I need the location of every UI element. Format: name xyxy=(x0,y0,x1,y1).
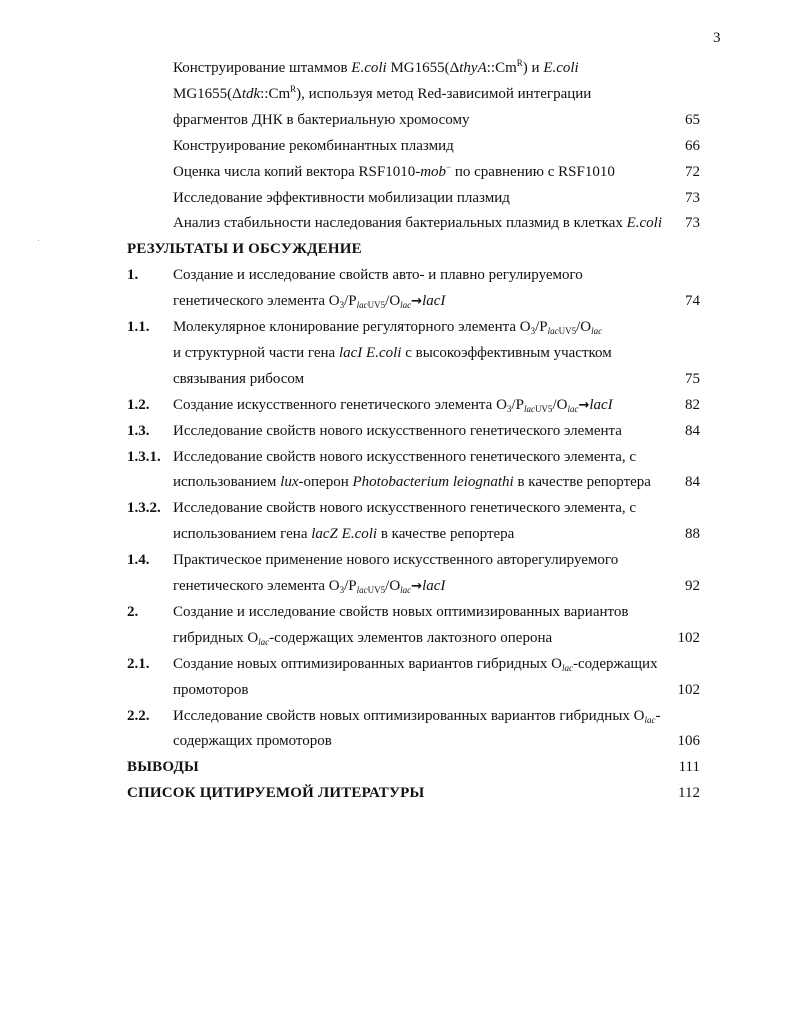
text-run: связывания рибосом xyxy=(173,370,305,387)
text-run: lacI xyxy=(422,578,446,594)
toc-entry-number: 1.3.1. xyxy=(127,448,161,465)
text-run: UV5 xyxy=(367,300,386,311)
toc-entry-number: 2.2. xyxy=(127,707,150,724)
toc-page-number: 111 xyxy=(678,759,700,776)
toc-page-number: 82 xyxy=(685,396,700,413)
toc-entry-title-line xyxy=(173,188,510,208)
text-run: − xyxy=(446,161,452,172)
toc-entry-title-line xyxy=(173,162,615,182)
toc-page-number: 65 xyxy=(685,111,700,128)
toc-entry-number: 1.2. xyxy=(127,396,150,413)
toc-entry-title-line xyxy=(173,317,602,337)
toc-entry-title-line xyxy=(173,213,662,233)
text-run: /P xyxy=(344,578,357,594)
text-run: ) и xyxy=(522,60,544,76)
text-run: → xyxy=(578,397,590,413)
text-run: R xyxy=(290,83,297,94)
text-run: UV5 xyxy=(558,326,577,336)
toc-page-number: 112 xyxy=(678,785,700,802)
text-run: фрагментов ДНК в бактериальную хромосому xyxy=(173,111,470,128)
toc-entry-title-line xyxy=(173,654,658,674)
toc-entry-number: 2. xyxy=(127,603,139,620)
text-run: Исследование свойств новых оптимизированных вариантов гибридных O xyxy=(173,707,645,724)
text-run: 3 xyxy=(339,300,345,311)
text-run: /O xyxy=(576,319,592,335)
text-run: генетического элемента O xyxy=(173,578,340,594)
toc-entry-title-line xyxy=(173,369,304,389)
toc-page-number: 75 xyxy=(685,370,700,387)
toc-entry-title-line xyxy=(173,472,651,492)
text-run: /P xyxy=(535,319,548,335)
toc-section-heading: РЕЗУЛЬТАТЫ И ОБСУЖДЕНИЕ xyxy=(127,241,362,258)
text-run: 3 xyxy=(530,326,536,336)
text-run: 3 xyxy=(339,585,345,595)
toc-page-number: 84 xyxy=(685,422,700,439)
text-run: ::Cm xyxy=(486,60,517,76)
text-run: → xyxy=(411,579,423,594)
text-run: E.coli xyxy=(543,60,579,76)
text-run: lac xyxy=(644,714,656,725)
text-run: lacI xyxy=(589,396,613,413)
toc-entry-title-line xyxy=(173,84,591,104)
text-run: lac xyxy=(356,300,368,311)
text-run: Исследование свойств нового искусственного генетического элемента, с xyxy=(173,500,637,517)
toc-entry-title-line xyxy=(173,136,454,156)
text-run: /P xyxy=(511,396,524,413)
toc-entry-title-line xyxy=(173,602,628,622)
toc-entry-number: 1.3.2. xyxy=(127,500,161,517)
text-run: MG1655(Δ xyxy=(386,60,460,76)
text-run: использованием xyxy=(173,474,281,491)
text-run: 3 xyxy=(506,403,512,414)
toc-entry-title-line xyxy=(173,58,579,78)
text-run: → xyxy=(411,294,423,310)
text-run: thyA xyxy=(459,60,487,76)
text-run: и структурной части гена xyxy=(173,344,339,361)
text-run: /P xyxy=(344,293,357,310)
text-run: UV5 xyxy=(534,403,553,414)
page-number: 3 xyxy=(713,30,721,46)
toc-section-heading: СПИСОК ЦИТИРУЕМОЙ ЛИТЕРАТУРЫ xyxy=(127,785,425,802)
text-run: tdk xyxy=(241,85,261,102)
text-run: Конструирование штаммов xyxy=(173,60,352,76)
toc-page-number: 88 xyxy=(685,526,700,543)
toc-page-number: 102 xyxy=(677,681,700,698)
toc-entry-title-line xyxy=(173,524,514,544)
text-run: lac xyxy=(561,662,573,673)
text-run: - xyxy=(655,707,661,724)
text-run: /O xyxy=(552,396,568,413)
toc-page-number: 74 xyxy=(685,293,700,310)
text-run: ), используя метод Red-зависимой интеграции xyxy=(296,85,592,102)
text-run: lac xyxy=(258,636,270,647)
text-run: lac xyxy=(547,326,559,336)
toc-entry-title-line xyxy=(173,395,613,416)
toc-entry-title-line xyxy=(173,291,445,312)
toc-page-number: 106 xyxy=(677,733,700,750)
toc-page-number: 66 xyxy=(685,137,700,154)
toc-entry-title-line xyxy=(173,447,636,467)
text-run: Практическое применение нового искусственного авторегулируемого xyxy=(173,552,619,569)
toc-entry-number: 2.1. xyxy=(127,655,150,672)
text-run: lux xyxy=(280,474,299,491)
text-run: Конструирование рекомбинантных плазмид xyxy=(173,137,454,154)
toc-section-heading: ВЫВОДЫ xyxy=(127,759,199,776)
text-run: Создание искусственного генетического элемента O xyxy=(173,396,507,413)
text-run: mob xyxy=(420,163,447,180)
toc-entry-title-line xyxy=(173,421,622,441)
toc-page-number: 73 xyxy=(685,189,700,206)
toc-entry-number: 1.4. xyxy=(127,552,150,569)
text-run: Photobacterium leiognathi xyxy=(352,474,514,491)
text-run: Создание новых оптимизированных вариантов гибридных O xyxy=(173,655,562,672)
text-run: -оперон xyxy=(298,474,353,491)
text-run: lacI xyxy=(422,293,446,310)
text-run: по сравнению с RSF1010 xyxy=(451,163,615,180)
toc-page-number: 102 xyxy=(677,629,700,646)
toc-page-number: 92 xyxy=(685,578,700,594)
text-run: lac xyxy=(400,300,412,311)
text-run: Исследование свойств нового искусственного генетического элемента, с xyxy=(173,448,637,465)
toc-entry-title-line xyxy=(173,498,636,518)
text-run: Анализ стабильности наследования бактериальных плазмид в клетках xyxy=(173,215,627,232)
toc-entry-title-line xyxy=(173,576,445,597)
text-run: lacZ E.coli xyxy=(311,526,378,543)
text-run: ::Cm xyxy=(260,85,291,102)
text-run: MG1655(Δ xyxy=(173,85,242,102)
text-run: Исследование эффективности мобилизации плазмид xyxy=(173,189,510,206)
toc-entry-number: 1.1. xyxy=(127,319,150,335)
toc-entry-title-line xyxy=(173,550,618,570)
text-run: -содержащих xyxy=(572,655,658,672)
text-run: Создание и исследование свойств авто- и плавно регулируемого xyxy=(173,267,583,284)
text-run: Молекулярное клонирование регуляторного элемента O xyxy=(173,319,531,335)
toc-entry-number: 1.3. xyxy=(127,422,150,439)
toc-entry-title-line xyxy=(173,628,552,648)
text-run: гибридных O xyxy=(173,629,259,646)
toc-entry-title-line xyxy=(173,731,332,751)
text-run: lac xyxy=(591,326,603,336)
toc-page-number: 84 xyxy=(685,474,700,491)
toc-page-number: 73 xyxy=(685,215,700,232)
text-run: lac xyxy=(567,403,579,414)
text-run: использованием гена xyxy=(173,526,312,543)
text-run: lac xyxy=(523,403,535,414)
text-run: содержащих промоторов xyxy=(173,733,332,750)
toc-entry-title-line xyxy=(173,680,248,700)
toc-entry-title-line xyxy=(173,343,612,363)
toc-page-number: 72 xyxy=(685,163,700,180)
toc-entry-title-line xyxy=(173,110,470,130)
text-run: в качестве репортера xyxy=(513,474,651,491)
text-run: E.coli xyxy=(351,60,387,76)
text-run: в качестве репортера xyxy=(377,526,515,543)
text-run: промоторов xyxy=(173,681,249,698)
text-run: Исследование свойств нового искусственного генетического элемента xyxy=(173,422,622,439)
text-run: /O xyxy=(385,578,401,594)
text-run: E.coli xyxy=(626,215,663,232)
text-run: lacI E.coli xyxy=(338,344,402,361)
text-run: lac xyxy=(400,585,412,595)
text-run: /O xyxy=(385,293,401,310)
toc-entry-number: 1. xyxy=(127,267,139,284)
text-run: UV5 xyxy=(367,585,386,595)
toc-entry-title-line xyxy=(173,265,583,285)
toc-entry-title-line xyxy=(173,706,661,726)
text-run: Оценка числа копий вектора RSF1010- xyxy=(173,163,421,180)
text-run: генетического элемента O xyxy=(173,293,340,310)
text-run: -содержащих элементов лактозного оперона xyxy=(269,629,553,646)
text-run: с высокоэффективным участком xyxy=(401,344,612,361)
text-run: lac xyxy=(356,585,368,595)
text-run: Создание и исследование свойств новых оптимизированных вариантов xyxy=(173,603,629,620)
text-run: R xyxy=(516,58,523,68)
